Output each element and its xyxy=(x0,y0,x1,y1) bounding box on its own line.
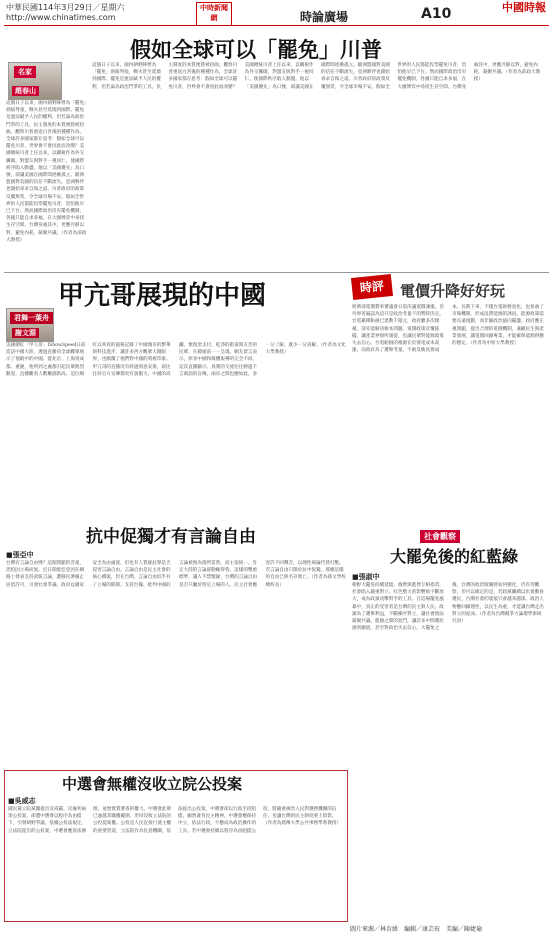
article5-byline: ■張淑中 xyxy=(352,573,380,581)
article6-body: 國民黨立院黨團提出反戒嚴、反廢死兩項公投案，卻遭中選會以程序為由擋下，引發朝野爭議。依據公投法規定，立法院提出的公投案，中選會應依法辦理，並無實質審查的權力。中選會此舉已逾越其職權範圍，形同沒收立法院的公投提案權。公投是人民直接行使主權的重要管道，立法院作為民意機關，依法提出公投案，中選會卻以行政手段阻擋，顯然違背民主精神。中選會應保持中立，依法行政，不應成為政治操作的工具。若中選會持續以程序為由阻擋公投，將嚴重損害人民對選務機關的信任，也讓台灣的民主制度蒙上陰影。（作者為銘傳大學公共事務學系教授） xyxy=(8,807,342,834)
banner-time-review: 時評 xyxy=(351,274,393,300)
page-number: A10 xyxy=(421,6,452,22)
article6-title: 中選會無權沒收立院公投案 xyxy=(62,775,243,793)
page-credits: 圖片來源／林育緯 編輯／康芸瑄 美編／陳婕瑜 xyxy=(350,926,483,933)
header-date: 中華民國114年3月29日／星期六 http://www.chinatimes.com xyxy=(6,3,125,22)
social-observation-tag: 社會觀察 xyxy=(420,530,460,543)
article6-byline: ■吳威志 xyxy=(8,797,36,805)
article5-body: 朝野大罷免持續延燒，綠營與藍營互相指責，社會陷入嚴重對立。紅色勢力的影響被不斷放大，成為政黨攻擊對手的工具。在這場罷免風暴中，真正的受害者是台灣的民主與人民。政黨為了選舉利益，不斷操弄對立，讓社會無法凝聚共識。藍綠之間的惡鬥，讓許多中間選民感到厭倦，甚至對政治失去信心。大罷免之後，台灣的政治版圖將如何變化，仍有待觀察。但可以確定的是，若政黨繼續以仇恨動員選民，台灣社會的裂痕只會越來越深。政治人物應回歸理性，以民生為重，才能讓台灣走出對立的泥淖。（作者為台灣競爭力論壇學術研究員） xyxy=(352,583,544,632)
newspaper-logo: 中時新聞網 xyxy=(196,2,232,26)
section-title: 時論廣場 xyxy=(300,10,349,24)
brand-logo: 中國時報 xyxy=(502,1,546,14)
article2-title: 甲亢哥展現的中國 xyxy=(58,281,267,311)
header-rule xyxy=(4,25,549,26)
article3-body: 經濟部電價費率審議會日前決議電價凍漲，但外界普遍認為這只是政治考量下的暫時決定。台電累積虧損已達數千億元，政府雖多次撥補，卻未能解決根本問題。電價政策反覆搖擺，讓產業界無所適從，也讓民眾對能源政策失去信心。台電虧損的根源在於發電成本高漲，而政府為了選舉考量，不敢反映真實成本。長期下來，不僅台電財務惡化，也扭曲了市場機制，形成浪費能源的誘因。能源政策需要長遠規劃，而非隨政治風向擺盪。政府應正視問題，提出合理的電價機制，兼顧民生與產業發展，讓電價回歸專業，才能確保能源供應的穩定。（作者為中原大學教授） xyxy=(352,305,544,354)
column-tag-2: 君舞一葉舟 xyxy=(10,312,53,324)
header-website: http://www.chinatimes.com xyxy=(6,13,116,22)
article1-title: 假如全球可以「罷免」川普 xyxy=(130,38,382,62)
column-tag: 名家 xyxy=(14,66,36,78)
article4-byline: ■張亞中 xyxy=(6,551,34,559)
article5-title: 大罷免後的紅藍綠 xyxy=(390,547,519,566)
author2-name: 謝文淵 xyxy=(12,328,39,338)
author1-name: 趙春山 xyxy=(12,86,39,96)
article1-body-col1: 這個日子以來，國內朝野陣營為「罷免」劍拔弩張，戰火甚至延燒到國際。罷免是憲法賦予人民的權利，但若淪為政治鬥爭的工具，民主制度的本質便將被扭曲。觀察川普重返白宮後的種種作為，全球許多國家都在思考：假如全球可以罷免川普，世界會不會因此而改變？美國總統川普上任以來，以關稅作為外交籌碼，對盟友與對手一視同仁，使國際秩序陷入動盪。他以「美國優先」為口號，卻讓美國在國際間逐漸孤立。歐洲盟國對美國的信任不斷流失，亞洲夥伴也開始尋求自保之道。川普政府的政策反覆無常，令全球市場不安。假如全世界的人民都能投票罷免川普，恐怕他早已下台。然而國際政治沒有罷免機制，各國只能自求多福，在大國博弈中尋找生存空間。台灣身處其中，更應冷靜以對，避免內耗，凝聚共識。（作者為前政大教授） xyxy=(6,101,87,243)
article1-body: 這個日子以來，國內朝野陣營為「罷免」劍拔弩張，戰火甚至延燒到國際。罷免是憲法賦予人民的權利，但若淪為政治鬥爭的工具，民主制度的本質便將被扭曲。觀察川普重返白宮後的種種作為，全球許多國家都在思考：假如全球可以罷免川普，世界會不會因此而改變？美國總統川普上任以來，以關稅作為外交籌碼，對盟友與對手一視同仁，使國際秩序陷入動盪。他以「美國優先」為口號，卻讓美國在國際間逐漸孤立。歐洲盟國對美國的信任不斷流失，亞洲夥伴也開始尋求自保之道。川普政府的政策反覆無常，令全球市場不安。假如全世界的人民都能投票罷免川普，恐怕他早已下台。然而國際政治沒有罷免機制，各國只能自求多福，在大國博弈中尋找生存空間。台灣身處其中，更應冷靜以對，避免內耗，凝聚共識。（作者為前政大教授） xyxy=(92,63,541,90)
article3-title: 電價升降好好玩 xyxy=(400,282,506,300)
article4-body: 台灣有言論自由嗎？這個問題的答案，恐怕因立場而異。近日陸配亞亞因在網路上發表支持武統言論，遭移民署廢止居留許可，引發社會爭議。政府以國家安全為由處置，但也有人質疑此舉是否侵害言論自由。言論自由是民主社會的核心價值，但在台灣，言論自由似乎有了立場的限制。支持台獨、批判中國的言論被視為理所當然，而主張統一、肯定大陸的言論卻動輒得咎。這樣的雙重標準，讓人不禁懷疑，台灣的言論自由是否只屬於特定立場的人。民主社會應容許不同聲音，以理性辯論代替打壓。若言論自由只限於抗中促獨，那麼這樣的自由已經名存實亡。（作者為孫文學校總校長） xyxy=(6,561,346,588)
divider xyxy=(4,272,549,273)
article4-title: 抗中促獨才有言論自由 xyxy=(86,527,256,547)
article2-body: 美國網紅「甲亢哥」IShowSpeed日前造訪中國大陸，透過直播向全球觀眾展示了他眼中的中國。從北京、上海到成都、重慶，他所到之處都引起民眾熱烈歡迎，直播觀看人數屢創新高。這位網紅以率真的風格記錄了中國城市的繁華與科技進步，讓許多西方觀眾大開眼界，也顛覆了他們對中國的刻板印象。甲亢哥的直播沒有經過刻意安排，卻比任何官方宣傳都更有說服力。中國的高鐵、無現金支付、乾淨的街道與友善的民眾，在鏡頭前一一呈現。網友留言表示，原來中國和媒體報導的完全不同。這次直播顯示，真實的交流往往勝過千言萬語的宣傳。兩岸之間也應如此，多一分了解，就少一分誤解。（作者為文化大學教授） xyxy=(6,343,346,377)
